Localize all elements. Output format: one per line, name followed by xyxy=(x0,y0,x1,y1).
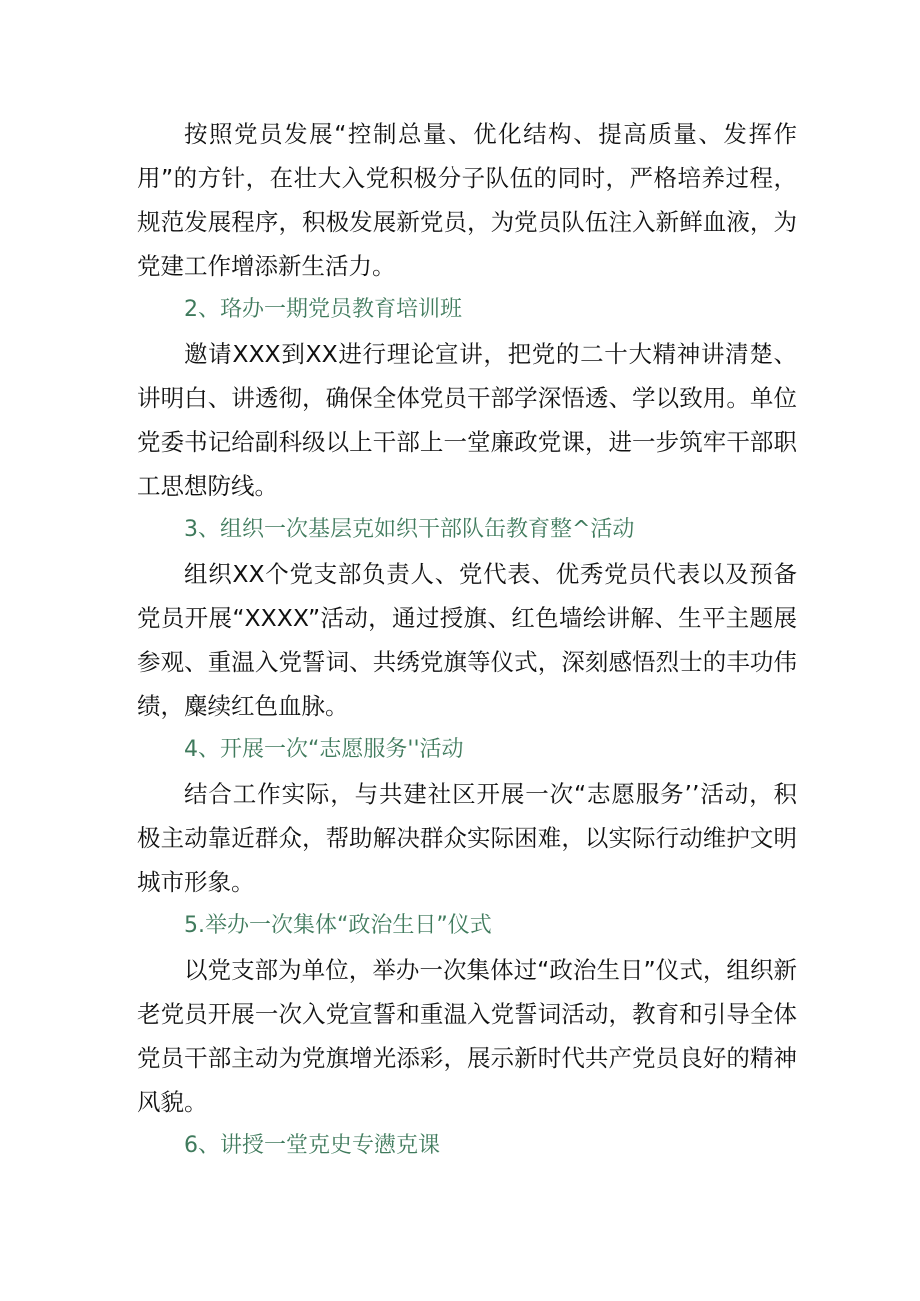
paragraph-volunteer-service: 结合工作实际，与共建社区开展一次“志愿服务’’活动，积极主动靠近群众，帮助解决群众实际困难，以实际行动维护文明城市形象。 xyxy=(137,780,797,896)
paragraph-political-birthday: 以党支部为单位，举办一次集体过“政治生日”仪式，组织新老党员开展一次入党宣誓和重温入党誓词活动，教育和引导全体党员干部主动为党旗增光添彩，展示新时代共产党员良好的精神风貌。 xyxy=(137,956,797,1116)
heading-party-history-lesson: 6、讲授一堂克史专懑克课 xyxy=(184,1133,440,1158)
heading-volunteer-service: 4、开展一次“志愿服务''活动 xyxy=(184,737,464,762)
heading-grassroots-education: 3、组织一次基层克如织干部队缶教育整^活动 xyxy=(184,517,635,542)
paragraph-party-development-policy: 按照党员发展“控制总量、优化结构、提高质量、发挥作用”的方针，在壮大入党积极分子队伍的同时，严格培养过程，规范发展程序，积极发展新党员，为党员队伍注入新鲜血液，为党建工作增添新生活力。 xyxy=(137,120,797,280)
heading-training-class: 2、珞办一期党员教育培训班 xyxy=(184,297,462,322)
document-body xyxy=(137,112,797,1168)
paragraph-theory-lecture: 邀请XXX到XX进行理论宣讲，把党的二十大精神讲清楚、讲明白、讲透彻，确保全体党员干部学深悟透、学以致用。单位党委书记给副科级以上干部上一堂廉政党课，进一步筑牢干部职工思想防线。 xyxy=(137,340,797,500)
heading-political-birthday: 5.举办一次集体“政治生日”仪式 xyxy=(184,913,492,938)
paragraph-red-activity: 组织XX个党支部负责人、党代表、优秀党员代表以及预备党员开展“XXXX”活动，通过授旗、红色墙绘讲解、生平主题展参观、重温入党誓词、共绣党旗等仪式，深刻感悟烈士的丰功伟绩，麋续红色血脉。 xyxy=(137,560,797,720)
